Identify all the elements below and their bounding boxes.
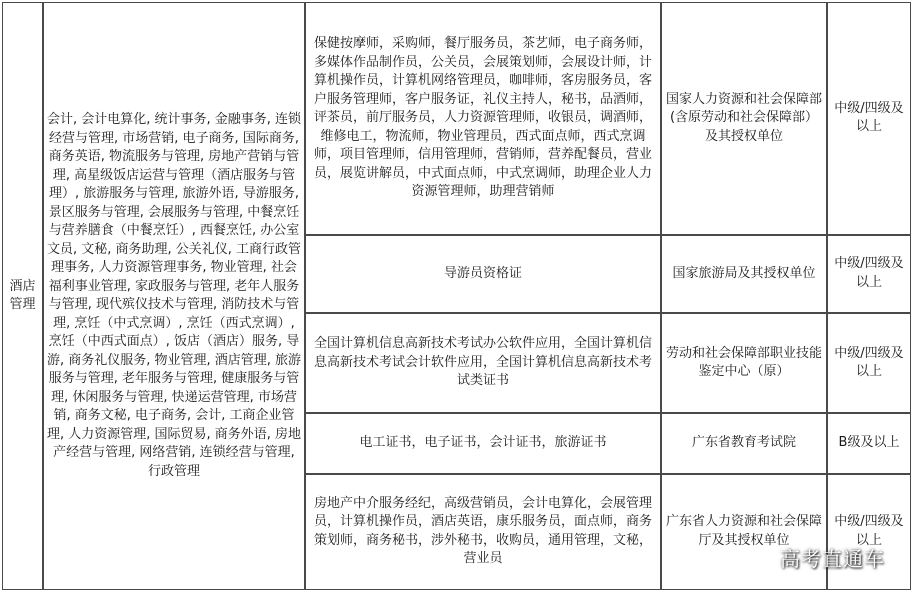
- certificate-cell: 房地产中介服务经纪，高级营销员，会计电算化，会展管理员，计算机操作员，酒店英语，康乐服务员，面点师，商务策划师，商务秘书，涉外秘书，收购员，通用管理，文秘，营业员: [305, 474, 661, 590]
- majors-cell: 会计, 会计电算化, 统计事务, 金融事务, 连锁经营与管理, 市场营销, 电子商务, 国际商务, 商务英语, 物流服务与管理, 房地产营销与管理, 高星级饭店运营与管理（酒店服务与管理）, 旅游服务与管理, 旅游外语, 导游服务, 景区服务与管理, 会展服务与管理, 中餐烹饪与营养膳食（中餐烹饪）, 西餐烹饪, 办公室文员, 文秘, 商务助理, 公关礼仪, 工商行政管理事务, 人力资源管理事务, 物业管理, 社会福利事业管理, 家政服务与管理, 老年人服务与管理, 现代殡仪技术与管理, 消防技术与管理, 烹饪（中式烹调）, 烹饪（西式烹调）, 烹饪（中西式面点）, 饭店（酒店）服务, 导游, 商务礼仪服务, 物业管理, 酒店管理, 旅游服务与管理, 老年服务与管理, 健康服务与管理, 休闲服务与管理, 快递运营管理, 市场营销, 商务文秘, 电子商务, 会计, 工商企业管理, 人力资源管理, 国际贸易, 商务外语, 房地产经营与管理, 网络营销, 连锁经营与管理, 行政管理: [43, 2, 305, 590]
- issuer-cell: 广东省教育考试院: [661, 413, 827, 473]
- issuer-cell: 劳动和社会保障部职业技能鉴定中心（原）: [661, 313, 827, 413]
- category-cell: 酒店管理: [2, 2, 43, 590]
- issuer-cell: 广东省人力资源和社会保障厅及其授权单位: [661, 474, 827, 590]
- certificate-cell: 电工证书，电子证书，会计证书，旅游证书: [305, 413, 661, 473]
- issuer-cell: 国家人力资源和社会保障部(含原劳动和社会保障部）及其授权单位: [661, 2, 827, 235]
- certificate-cell: 导游员资格证: [305, 235, 661, 313]
- level-cell: 中级/四级及以上: [827, 235, 911, 313]
- issuer-cell: 国家旅游局及其授权单位: [661, 235, 827, 313]
- certificate-cell: 全国计算机信息高新技术考试办公软件应用，全国计算机信息高新技术考试会计软件应用，全国计算机信息高新技术考试类证书: [305, 313, 661, 413]
- level-cell: 中级/四级及以上: [827, 2, 911, 235]
- table-row: [2, 2, 911, 235]
- certificate-cell: 保健按摩师，采购师，餐厅服务员，茶艺师，电子商务师，多媒体作品制作员，公关员，会展策划师，会展设计师，计算机操作员，计算机网络管理员，咖啡师，客房服务员，客户服务管理师，客户服务证，礼仪主持人，秘书，品酒师，评茶员，前厅服务员，人力资源管理师，收银员，调酒师，维修电工，物流师，物业管理员，西式面点师，西式烹调师，项目管理师，信用管理师，营销师，营养配餐员，营业员，展览讲解员，中式面点师，中式烹调师，助理企业人力资源管理师，助理营销师: [305, 2, 661, 235]
- level-cell: 中级/四级及以上: [827, 313, 911, 413]
- level-cell: B级及以上: [827, 413, 911, 473]
- watermark: 高考直通车: [780, 547, 885, 571]
- qualification-table: [2, 2, 911, 590]
- level-cell: 中级/四级及以上: [827, 474, 911, 590]
